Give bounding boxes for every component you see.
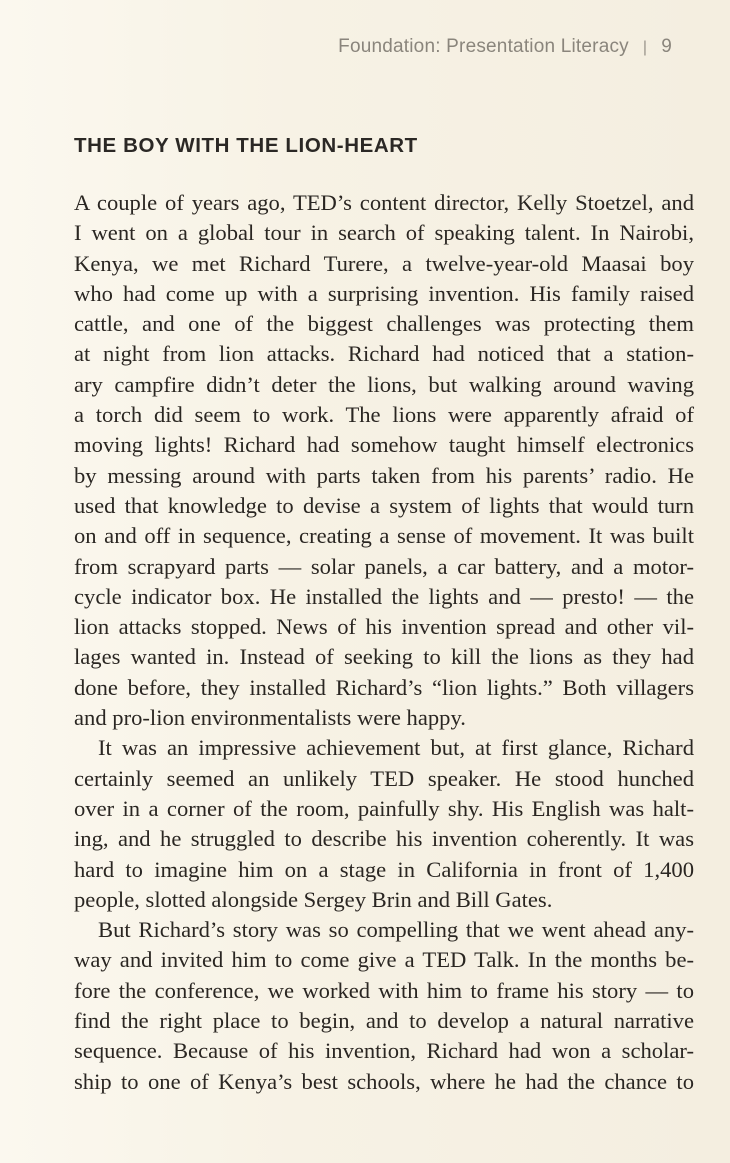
text-line: at night from lion attacks. Richard had noticed that a station- — [74, 341, 694, 367]
text-line: lion attacks stopped. News of his invention spread and other vil- — [74, 614, 694, 640]
text-line: sequence. Because of his invention, Richard had won a scholar- — [74, 1038, 694, 1064]
text-line: from scrapyard parts — solar panels, a car battery, and a motor- — [74, 553, 694, 579]
paragraph — [74, 915, 694, 1097]
paragraph — [74, 733, 694, 915]
text-line: on and off in sequence, creating a sense of movement. It was built — [74, 523, 694, 549]
text-line: over in a corner of the room, painfully shy. His English was halt- — [74, 795, 694, 821]
text-line: by messing around with parts taken from his parents’ radio. He — [74, 462, 694, 488]
running-head-title: Foundation: Presentation Literacy — [338, 36, 629, 57]
text-line: moving lights! Richard had somehow taught himself electronics — [74, 432, 694, 458]
text-line: Kenya, we met Richard Turere, a twelve-year-old Maasai boy — [74, 250, 694, 276]
text-line: who had come up with a surprising invention. His family raised — [74, 280, 694, 306]
text-line: hard to imagine him on a stage in California in front of 1,400 — [74, 856, 694, 882]
text-line: cattle, and one of the biggest challenges was protecting them — [74, 311, 694, 337]
text-line: way and invited him to come give a TED Talk. In the months be- — [74, 947, 694, 973]
text-line: lages wanted in. Instead of seeking to kill the lions as they had — [74, 644, 694, 670]
text-line: It was an impressive achievement but, at first glance, Richard — [98, 735, 694, 761]
text-line: fore the conference, we worked with him to frame his story — to — [74, 977, 694, 1003]
text-line: But Richard’s story was so compelling that we went ahead any- — [98, 917, 694, 943]
text-line: ing, and he struggled to describe his invention coherently. It was — [74, 826, 694, 852]
text-line: certainly seemed an unlikely TED speaker. He stood hunched — [74, 765, 694, 791]
body-text — [74, 188, 694, 1097]
running-head — [338, 36, 672, 58]
text-line: ary campfire didn’t deter the lions, but walking around waving — [74, 371, 694, 397]
text-line: used that knowledge to devise a system of lights that would turn — [74, 492, 694, 518]
text-line: people, slotted alongside Sergey Brin and Bill Gates. — [74, 886, 553, 912]
text-line: a torch did seem to work. The lions were apparently afraid of — [74, 402, 694, 428]
paragraph — [74, 188, 694, 733]
page-number: 9 — [661, 36, 672, 57]
text-line: find the right place to begin, and to develop a natural narrative — [74, 1008, 694, 1034]
section-title: THE BOY WITH THE LION-HEART — [74, 134, 418, 157]
text-line: and pro-lion environmentalists were happy. — [74, 705, 466, 731]
running-head-separator: | — [642, 39, 648, 56]
text-line: ship to one of Kenya’s best schools, where he had the chance to — [74, 1068, 694, 1094]
text-line: I went on a global tour in search of speaking talent. In Nairobi, — [74, 220, 694, 246]
text-line: cycle indicator box. He installed the lights and — presto! — the — [74, 583, 694, 609]
text-line: done before, they installed Richard’s “lion lights.” Both villagers — [74, 674, 694, 700]
text-line: A couple of years ago, TED’s content director, Kelly Stoetzel, and — [74, 190, 694, 215]
